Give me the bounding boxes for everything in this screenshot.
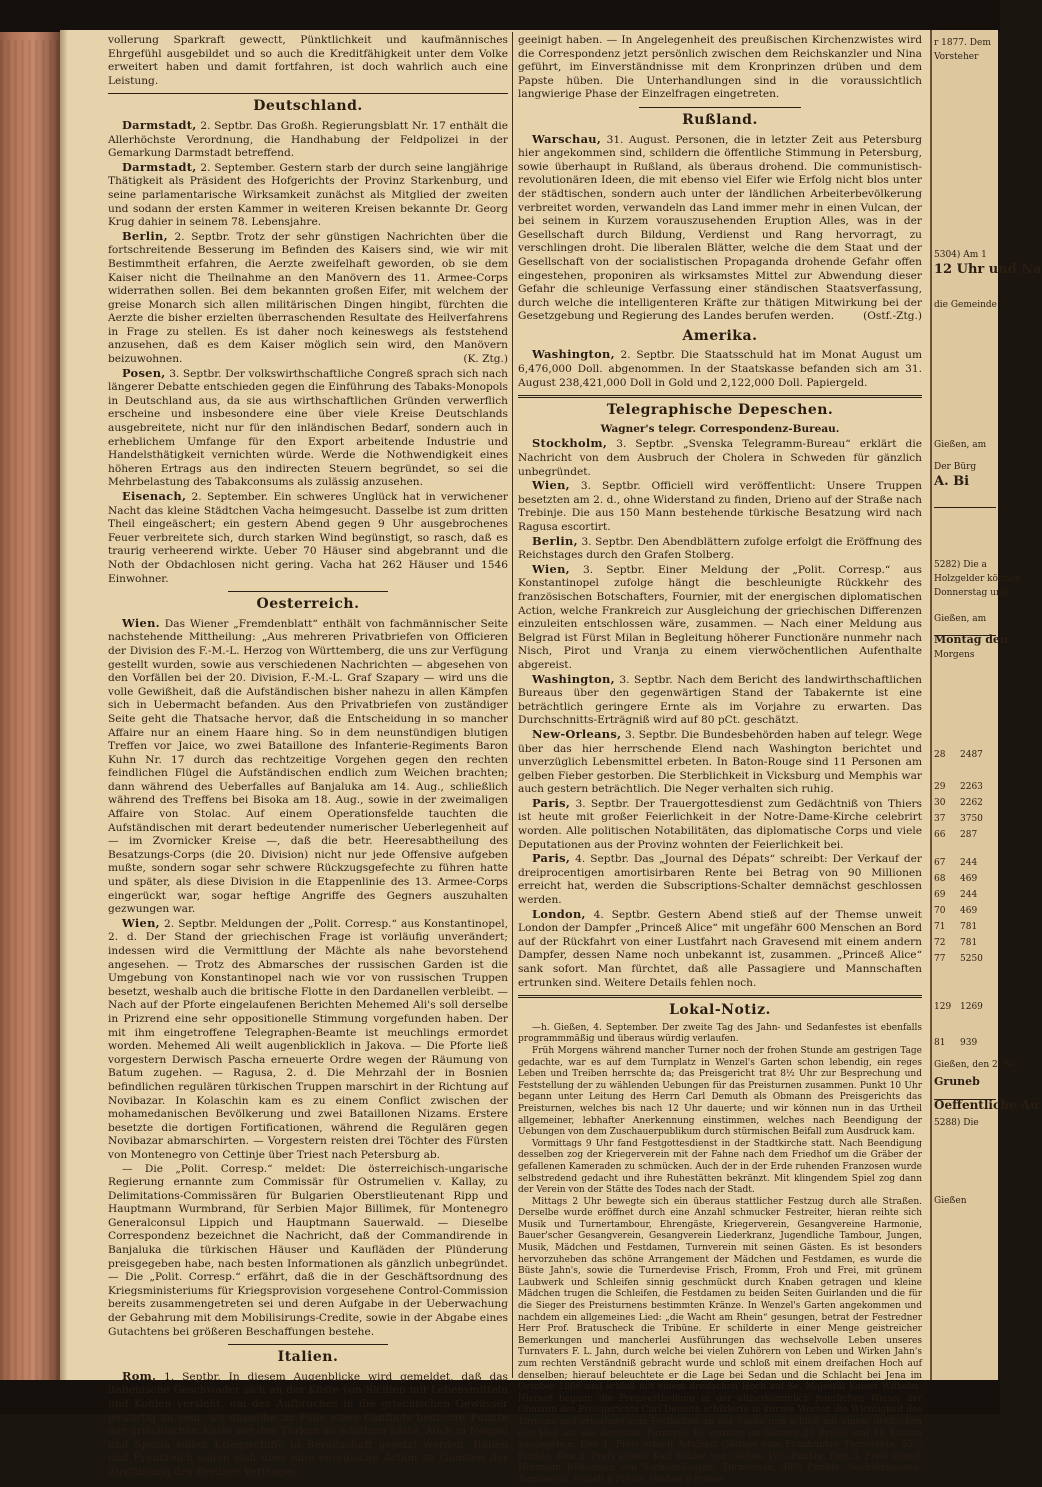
adjacent-page-fragment [930,30,998,1380]
fragment-number: 67 [934,858,946,868]
article-text: 2. September. Gestern starb der durch seine langjährige Thätigkeit als Präsident des Hofgerichts der Provinz Starkenburg, und seine parlamentarische Wirksamkeit zunächst als Mitglied der zweiten und sodann der ersten Kammer in weiteren Kreisen bekannte Dr. Georg Krug dahier in seinem 78. Lebensjahre. [108,161,508,229]
fragment-heading: A. Bi [934,474,970,489]
article-london [518,908,922,991]
dateline-place: Washington, [532,347,615,362]
fragment-text: Gießen, den 2. Se [934,1060,1015,1070]
fragment-number: 28 [934,750,946,760]
fragment-text: Gießen, am [934,614,987,624]
article-eisenach [108,490,508,586]
dateline-place: Rom, [122,1368,157,1383]
intro-paragraph: vollerung Sparkraft gewectt, Pünktlichkeit und kaufmännisches Ehrgefühl ausgebildet und so auch die Kreditfähigkeit unter dem Volke erweitert haben und damit fortfahren, ist doch wahrlich auch eine Leistung. [108,34,508,87]
column-divider [512,32,513,1378]
article-text: Das Wiener „Fremdenblatt“ enthält von fachmännischer Seite nachstehende Mittheilung: „Aus mehreren Privatbriefen von Officieren der Division des F.-M.-L. Herzog von Württemberg, die uns zur Verfügung gestellt wurden, sowie aus verschiedenen Nachrichten — abgesehen von den Vorfällen bei der 20. Division, F.-M.-L. Graf Szapary — wird uns die volle Gewißheit, daß die Aufständischen bisher nahezu in allen Kämpfen sich in Uebermacht befanden. Aus den Privatbriefen von zuständiger Seite geht die Thatsache hervor, daß die Entscheidung in so mancher Affaire nur an einem Haare hing. So in dem neunstündigen blutigen Treffen vor Jaice, wo zwei Bataillone des Infanterie-Regiments Baron Kuhn Nr. 17 durch das rechtzeitige Vorgehen gegen den rechten feindlichen Flügel die Aufständischen endlich zum Weichen brachten; dann während des Ueberfalles auf Banjaluka am 14. Aug., schließlich während des Treffens bei Bisoka am 18. Aug., sowie in der zweimaligen Affaire von Stolac. Auf einem Operationsfelde tauchten die Aufständischen mit derart bedeutender numerischer Ueberlegenheit auf — im Zvornicker Kreise —, daß die betr. Heeresabtheilung des Besatzungs-Corps (die 20. Division) nicht nur jede Offensive aufgeben mußte, sondern sogar sehr schwere Rückzugsgefechte zu führen hatte und später, als diese Division in die Etappenlinie des 13. Armee-Corps eingerückt war, sogar heftige Angriffe des Gegners auszuhalten gezwungen war. [108,617,508,916]
dateline-place: Wien, [532,478,570,493]
fragment-number: 77 [934,954,946,964]
source-note: (Ostf.-Ztg.) [863,310,922,323]
fragment-text: r 1877. Dem [934,38,991,48]
fragment-number: 244 [960,858,978,868]
fragment-number: 68 [934,874,946,884]
fragment-number: 81 [934,1038,946,1048]
article-rom [108,1370,508,1480]
article-text: 4. Septbr. Gestern Abend stieß auf der Themse unweit London der Dampfer „Princeß Alice“ mit ungefähr 600 Menschen an Bord auf der Rückfahrt von einer Lustfahrt nach Gravesend mit einem andern Dampfer, dessen Name noch unbekannt ist, zusammen. „Princeß Alice“ sank sofort. Man fürchtet, daß alle Passagiere und Mannschaften ertrunken sind. Weitere Details fehlen noch. [518,908,922,989]
fragment-text: 5282) Die a [934,560,987,570]
dateline-place: Darmstadt, [122,117,197,132]
article-new-orleans [518,728,922,797]
dateline-place: Berlin, [532,533,578,548]
dateline-place: Posen, [122,365,166,380]
fragment-text: 5304) Am 1 [934,250,987,260]
fragment-text: Gießen, am [934,440,987,450]
local-news-paragraph-2: Früh Morgens während mancher Turner noch der frohen Stunde am gestrigen Tage gedachte, war es auf dem Turnplatz in Wenzel's Garten schon lebendig, ein reges Leben und Treiben herrschte da; das Preisgericht trat 8½ Uhr zur Besprechung und Feststellung der zu wählenden Uebungen für das Preisturnen zusammen. Punkt 10 Uhr begann unter Leitung des Herrn Carl Demuth als Obmann des Preisgerichts das Preisturnen, welches bis nach 12 Uhr dauerte; und wir können nun in das Urtheil allgemeiner, lebhafter Anerkennung einstimmen, welches nach Beendigung der Uebungen von dem Zuschauerpublikum durch stürmischen Beifall zum Ausdruck kam. [518,1045,922,1138]
fragment-number: 66 [934,830,946,840]
dateline-place: Eisenach, [122,489,187,503]
article-text: 3. Septbr. Der Trauergottesdienst zum Gedächtniß von Thiers ist heute mit großer Feierlichkeit in der Notre-Dame-Kirche celebrirt worden. Alle politischen Notabilitäten, das diplomatische Corps und viele Deputationen aus der Provinz wohnten der Feierlichkeit bei. [518,797,922,851]
fragment-number: 70 [934,906,946,916]
dateline-place: Washington, [532,671,615,686]
fragment-number: 287 [960,830,978,840]
intro-paragraph: geeinigt haben. — In Angelegenheit des preußischen Kirchenzwistes wird die Correspondenz jetzt persönlich zwischen dem Reichskanzler und Nina geführt, im Einverständnisse mit dem Kronprinzen drüben und dem Papste hüben. Die Unterhandlungen sind in die voraussichtlich langwierige Phase der Einzelfragen eingetreten. [518,34,922,101]
article-wien-4 [518,479,922,534]
fragment-number: 37 [934,814,946,824]
article-wien-5 [518,563,922,673]
article-text: 2. Septbr. Trotz der sehr günstigen Nachrichten über die fortschreitende Besserung im Befinden des Kaisers sind, wie wir mit Bestimmtheit erfahren, die Aerzte zweifelhaft geworden, ob sie dem Kaiser nicht die Theilnahme an den Manövern des 11. Armee-Corps widerrathen sollen. Bei dem bekannten großen Eifer, mit welchem der greise Monarch sich allen militärischen Dingen hingibt, fürchten die Aerzte die bisher erzielten überraschenden Resultate des Heilverfahrens in Frage zu stellen. Es ist daher noch keineswegs als feststehend anzusehen, daß es dem Kaiser möglich sein wird, den Manövern beizuwohnen. [108,230,509,366]
article-text: 2. September. Ein schweres Unglück hat in verwichener Nacht das kleine Städtchen Vacha heimgesucht. Dasselbe ist zum dritten Theil eingeäschert; ein gestern Abend gegen 9 Uhr ausgebrochenes Feuer verbreitete sich, durch starken Wind begünstigt, so rasch, daß es traurig verheerend wirkte. Ueber 70 Häuser sind abgebrannt und die Noth der Obdachlosen nicht gering. Vacha hat 262 Häuser und 1546 Einwohner. [108,491,508,585]
article-paris-1 [518,797,922,852]
fragment-heading: Oeffentliche Au [934,1098,1039,1112]
dateline-place: Wien, [122,915,160,930]
dateline-place: Berlin, [122,228,168,243]
fragment-text: Donnerstag und [934,588,1008,598]
fragment-number: 469 [960,874,978,884]
fragment-text: Gießen [934,1196,967,1206]
fragment-number: 244 [960,890,978,900]
fragment-text: Der Bürg [934,462,977,472]
fragment-number: 939 [960,1038,978,1048]
article-darmstadt-2 [108,161,508,230]
article-text: 2. Septbr. Die Staatsschuld hat im Monat August um 6,476,000 Doll. abgenommen. In der Staatskasse befanden sich am 31. August 238,421,000 Doll in Gold und 2,122,000 Doll. Papiergeld. [518,349,922,389]
fragment-number: 71 [934,922,946,932]
dateline-place: New-Orleans, [532,726,622,741]
fragment-text: Vorsteher [934,52,979,62]
article-wien-1 [108,617,508,917]
article-washington-1 [518,348,922,390]
left-column [108,34,509,1478]
section-heading-oesterreich: Oesterreich. [256,596,360,613]
fragment-number: 129 [934,1002,952,1012]
fragment-text: Holzgelder können [934,574,1021,584]
section-heading-russland: Rußland. [682,111,758,128]
fragment-heading: Montag den [934,633,1008,646]
dateline-place: Warschau, [532,131,602,146]
scan-border-top [0,0,1000,32]
article-posen [108,367,508,490]
article-paris-2 [518,852,922,907]
article-text: 3. Septbr. Einer Meldung der „Polit. Corresp.“ aus Konstantinopel zufolge hängt die beschleunigte Rückkehr des französischen Botschafters, Fournier, mit der energischen diplomatischen Action, welche Frankreich zur Ausgleichung der griechischen Differenzen einzuleiten entschlossen wäre, zusammen. — Nach einer Meldung aus Belgrad ist Fürst Milan in Begleitung höherer Functionäre nunmehr nach Nisch, Pirot und Vranja zu einem vierwöchentlichen Aufenthalte abgereist. [518,563,922,671]
fragment-number: 69 [934,890,946,900]
article-stockholm [518,437,922,479]
fragment-heading: 12 Uhr und Na [934,262,1042,277]
local-news-paragraph-4: Mittags 2 Uhr bewegte sich ein überaus stattlicher Festzug durch alle Straßen. Derselbe wurde eröffnet durch eine Anzahl schmucker Festreiter, hieran reihte sich Musik und Turnertambour, Ehrengäste, Kriegerverein, Gesangvereine Harmonie, Bauer'scher Gesangverein, Gesangverein Liederkranz, Jugendliche Tambour, Jungen, Musik, Mädchen und Festdamen, Turnverein mit seinen Gästen. Es ist besonders hervorzuheben das schöne Arrangement der Mädchen und Festdamen, es wurde die Büste Jahn's, sowie die Turnerdevise Frisch, Fromm, Froh und Frei, mit grünem Laubwerk und Schleifen sinnig geschmückt durch Knaben getragen und kleine Mädchen trugen die Schleifen, die Festdamen zu beiden Seiten Guirlanden und die für die Sieger des Preisturnens bestimmten Kränze. In Wenzel's Garten angekommen und nachdem ein allgemeines Lied: „die Wacht am Rhein“ gesungen, betrat der Festredner Herr Prof. Bratuscheck die Tribüne. Er schilderte in einer Menge geistreicher Bemerkungen und mancherlei Ausführungen das wechselvolle Leben unseres Turnvaters F. L. Jahn, durch welche bei vielen Zuhörern von Leben und Wirken Jahn's zum rechten Verständniß gebracht wurde und schloß mit einem dreifachen Hoch auf denselben; hierauf beleuchtete er die Lage bei Sedan und die Schlacht bei Jena im October 1806 und schloß mit einem dreifachen Hoch auf Se. Majestät Kaiser Wilhelm. Hierauf begann die Preisvertheilung in der altherkömmlich feierlichen Weise; der Obmann des Preisgerichts Carl Demuth schilderte in kurzen Worten die Wichtigkeit des Turnens und ermahnte zum Festhalten an der Sache und schloß mit einem dreifachen Gut Heil auf die deutsche Turnerei. Es wurden im Ganzen 25 Preise und 18 Kränze ausgegeben. Den 1. Preis erhielt Adalbert Gärtner vom Frankfurter Turnverein, 53⅓ Punkte. Den 2. Preis erhielt Karl Köhler von Gießen 49⅓ Punkte. Den 3. Preis erhielt Hermann Rühsamen von Sachsenhausen, Turnverein, 48⅓ Punkte. Sachsenhausen, Turnverein, erhielt 8 Preise, Gießen 6 Preise, [518,1196,922,1485]
dateline-place: Wien, [532,561,570,576]
article-text: 31. August. Personen, die in letzter Zeit aus Petersburg hier angekommen sind, schildern die öffentliche Stimmung in Petersburg, sowie überhaupt in Rußland, als überaus drohend. Die communistisch-revolutionären Ideen, die mit ebenso viel Eifer wie Erfolg nicht blos unter der städtischen, sondern auch unter der ländlichen Arbeiterbevölkerung verbreitet worden, verwandeln das Land immer mehr in einen Vulcan, der bei seinem in Kurzem vorauszusehenden Eruption Alles, was in der Gesellschaft durch Bildung, Verdienst und Rang hervorragt, zu verschlingen droht. Die liberalen Blätter, welche die dem Staat und der Gesellschaft von der socialistischen Propaganda drohende Gefahr offen eingestehen, proponiren als wirksamstes Mittel zur Abwendung dieser Gefahr die schleunige Verfassung einer ständischen Staatsverfassung, durch welche die intelligenteren Kräfte zur thätigen Mitwirkung bei der Gesetzgebung und Regierung des Landes berufen werden. [518,133,922,323]
article-text: 4. Septbr. Das „Journal des Dépats“ schreibt: Der Verkauf der dreiprocentigen amortisirbaren Rente bei Betrag von 90 Millionen erreicht hat, werden die Subscriptions-Schalter demnächst geschlossen werden. [518,853,922,907]
fragment-number: 5250 [960,954,983,964]
fragment-number: 2262 [960,798,983,808]
dateline-place: Stockholm, [532,436,608,451]
fragment-number: 29 [934,782,946,792]
fragment-number: 30 [934,798,946,808]
article-washington-2 [518,673,922,728]
subheading-wagner-bureau: Wagner's telegr. Correspondenz-Bureau. [600,422,840,435]
article-text: 2. Septbr. Das Großh. Regierungsblatt Nr. 17 enthält die Allerhöchste Verordnung, die Handhabung der Feldpolizei in der Gemarkung Darmstadt betreffend. [108,119,508,160]
dateline-place: London, [532,906,586,921]
fragment-text: Morgens [934,650,975,660]
article-text: 1. Septbr. In diesem Augenblicke wird gemeldet, daß das italienische Geschwader sich an der Küste von Sicilien mit Lebensmitteln und Kohlen versieht, um des Aufbruches in die griechischen Gewässer gewärtig zu sein, wo dasselbe im Falle eines Conflicts bedrohte Punkte der griechischen Küste vor den Türken zu schützen hätte. Auch in Neapel und Spezia sollen Kriegsschiffe in Bereitschaft gesetzt werden. Italien und Frankreich sollen sich über eine energische Action zu Gunsten der Ausführung des Berliner Vertrages [108,1370,508,1478]
article-text: 3. Septbr. Der volkswirthschaftliche Congreß sprach sich nach längerer Debatte entschieden gegen die Einführung des Tabaks-Monopols in Deutschland aus, da sie aus wirthschaftlichen Gründen verwerflich erscheine und insbesondere eine über viele Kreise Deutschlands ausgebreitete, nicht nur für den inländischen Bedarf, sondern auch in erheblichem Umfange für den Export arbeitende Industrie und Handelsthätigkeit vernichten würde. Werde die Nothwendigkeit eines höheren Ertrags aus den indirecten Steuern begründet, so sei die Mehrbelastung des Tabakconsums als zulässig anzusehen. [108,367,508,489]
fragment-number: 72 [934,938,946,948]
fragment-heading: Gruneb [934,1075,980,1088]
fragment-number: 469 [960,906,978,916]
dateline-place: Wien. [122,615,160,630]
section-heading-lokal-notiz: Lokal-Notiz. [669,1002,771,1019]
fragment-number: 2263 [960,782,983,792]
right-column [518,34,923,1485]
article-text: 3. Septbr. Officiell wird veröffentlicht: Unsere Truppen besetzten am 2. d., ohne Widerstand zu finden, Drieno auf der Straße nach Trebinje. Die aus 150 Mann bestehende türkische Besatzung wird nach Ragusa escortirt. [518,480,922,533]
section-heading-telegraph: Telegraphische Depeschen. [606,402,834,419]
local-news-paragraph-3: Vormittags 9 Uhr fand Festgottesdienst in der Stadtkirche statt. Nach Beendigung desselben zog der Kriegerverein mit der Fahne nach dem Friedhof um die Gräber der gefallenen Kameraden zu schmücken. Auch der in der Erde ruhenden Franzosen wurde selbstredend gedacht und ihre Ruhestätten bekränzt. Mit klingendem Spiel zog dann der Verein von der Stätte des Todes nach der Stadt. [518,1138,922,1196]
article-text: 3. Septbr. Die Bundesbehörden haben auf telegr. Wege über das hier herrschende Elend nach Washington berichtet und unverzüglich Lebensmittel erbeten. In Baton-Rouge sind 11 Personen am gelben Fieber gestorben. Die Sterblichkeit in Vicksburg und Memphis war auch gestern beträchtlich. Die Neger verhalten sich ruhig. [518,728,923,796]
local-news-paragraph-1: —h. Gießen, 4. September. Der zweite Tag des Jahn- und Sedanfestes ist ebenfalls programmmäßig und überaus würdig verlaufen. [518,1022,922,1045]
section-heading-deutschland: Deutschland. [253,98,363,115]
article-wien-3: — Die „Polit. Corresp.“ meldet: Die österreichisch-ungarische Regierung ernannte zum Commissär für Ostrumelien v. Kallay, zu Delimitations-Commissären für Bulgarien Oberstlieutenant Ripp und Hauptmann Wurmbrand, für Serbien Major Billimek, für Montenegro Generalconsul Lippich und Hauptmann Sauerwald. — Dieselbe Correspondenz bezeichnet die Nachricht, daß der Commandirende in Banjaluka die türkischen Häuser und Kaufläden der Plünderung preisgegeben habe, nach besten Informationen als gänzlich unbegründet. — Die „Polit. Corresp.“ erfährt, daß die in der Geschäftsordnung des Kriegsministeriums für Kriegsprovision vorgesehene Control-Commission bereits zusammengetreten sei und deren Aufgabe in der Ueberwachung der Gebahrung mit dem Mobilisirungs-Credite, sowie in der Abgabe eines Gutachtens bei größeren Beschaffungen bestehe. [108,1162,508,1338]
fragment-text: die Gemeinde [934,300,997,310]
fragment-number: 3750 [960,814,983,824]
fragment-number: 781 [960,938,978,948]
article-text: 3. Septbr. Nach dem Bericht des landwirthschaftlichen Bureaus über den gegenwärtigen Stand der Tabakernte ist eine beträchtlich geringere Ernte als im Vorjahre zu erwarten. Das Durchschnitts-Erträgniß wird auf 80 pCt. geschätzt. [518,673,923,727]
article-text: 3. Septbr. „Svenska Telegramm-Bureau“ erklärt die Nachricht von dem Ausbruch der Cholera in Schweden für gänzlich unbegründet. [518,438,922,478]
fragment-number: 2487 [960,750,983,760]
section-heading-italien: Italien. [277,1349,339,1366]
fragment-number: 781 [960,922,978,932]
article-text: 2. Septbr. Meldungen der „Polit. Corresp.“ aus Konstantinopel, 2. d. Der Stand der griechischen Frage ist vorläufig unverändert; indessen wird die Vermittlung der Mächte als nahe bevorstehend angesehen. — Trotz des Abmarsches der russischen Garden ist die Umgebung von Konstantinopel nach wie vor von russischen Truppen besetzt, weshalb auch die britische Flotte in den Dardanellen verbleibt. — Nach auf der Pforte eingelaufenen Berichten Mehemed Ali's soll derselbe in Prizrend eine sehr oppositionelle Stimmung vorgefunden haben. Der mit ihm eingetroffene Telegraphen-Beamte ist meuchlings ermordet worden. Mehemed Ali weilt augenblicklich in Jakova. — Die Pforte ließ vorgestern Derwisch Pascha erneuerte Ordre wegen der Räumung von Batum zugehen. — Ragusa, 2. d. Die Mehrzahl der in Bosnien befindlichen regulären türkischen Truppen marschirt in der Richtung auf Novibazar. In Kolaschin kam es zu einem Conflict zwischen der mohamedanischen Bevölkerung und zwei Bataillonen Nizams. Erstere besetzte die dortigen Fortificationen, während die Regulären gegen Novibazar abmarschirten. — Vorgestern reisten drei Töchter des Fürsten von Montenegro von Cettinje über Triest nach Petersburg ab. [108,917,508,1161]
book-spine [0,0,60,1414]
section-heading-amerika: Amerika. [682,327,758,344]
article-darmstadt-1 [108,119,508,161]
article-berlin [108,230,508,367]
source-note: (K. Ztg.) [463,353,508,366]
article-text: 3. Septbr. Den Abendblättern zufolge erfolgt die Eröffnung des Reichstages durch den Grafen Stolberg. [518,535,922,562]
article-warschau [518,133,922,324]
fragment-number: 1269 [960,1002,983,1012]
article-berlin-2 [518,535,922,563]
dateline-place: Paris, [532,851,571,866]
fragment-text: 5288) Die [934,1118,979,1128]
dateline-place: Paris, [532,795,571,810]
article-wien-2 [108,917,508,1163]
dateline-place: Darmstadt, [122,159,197,174]
